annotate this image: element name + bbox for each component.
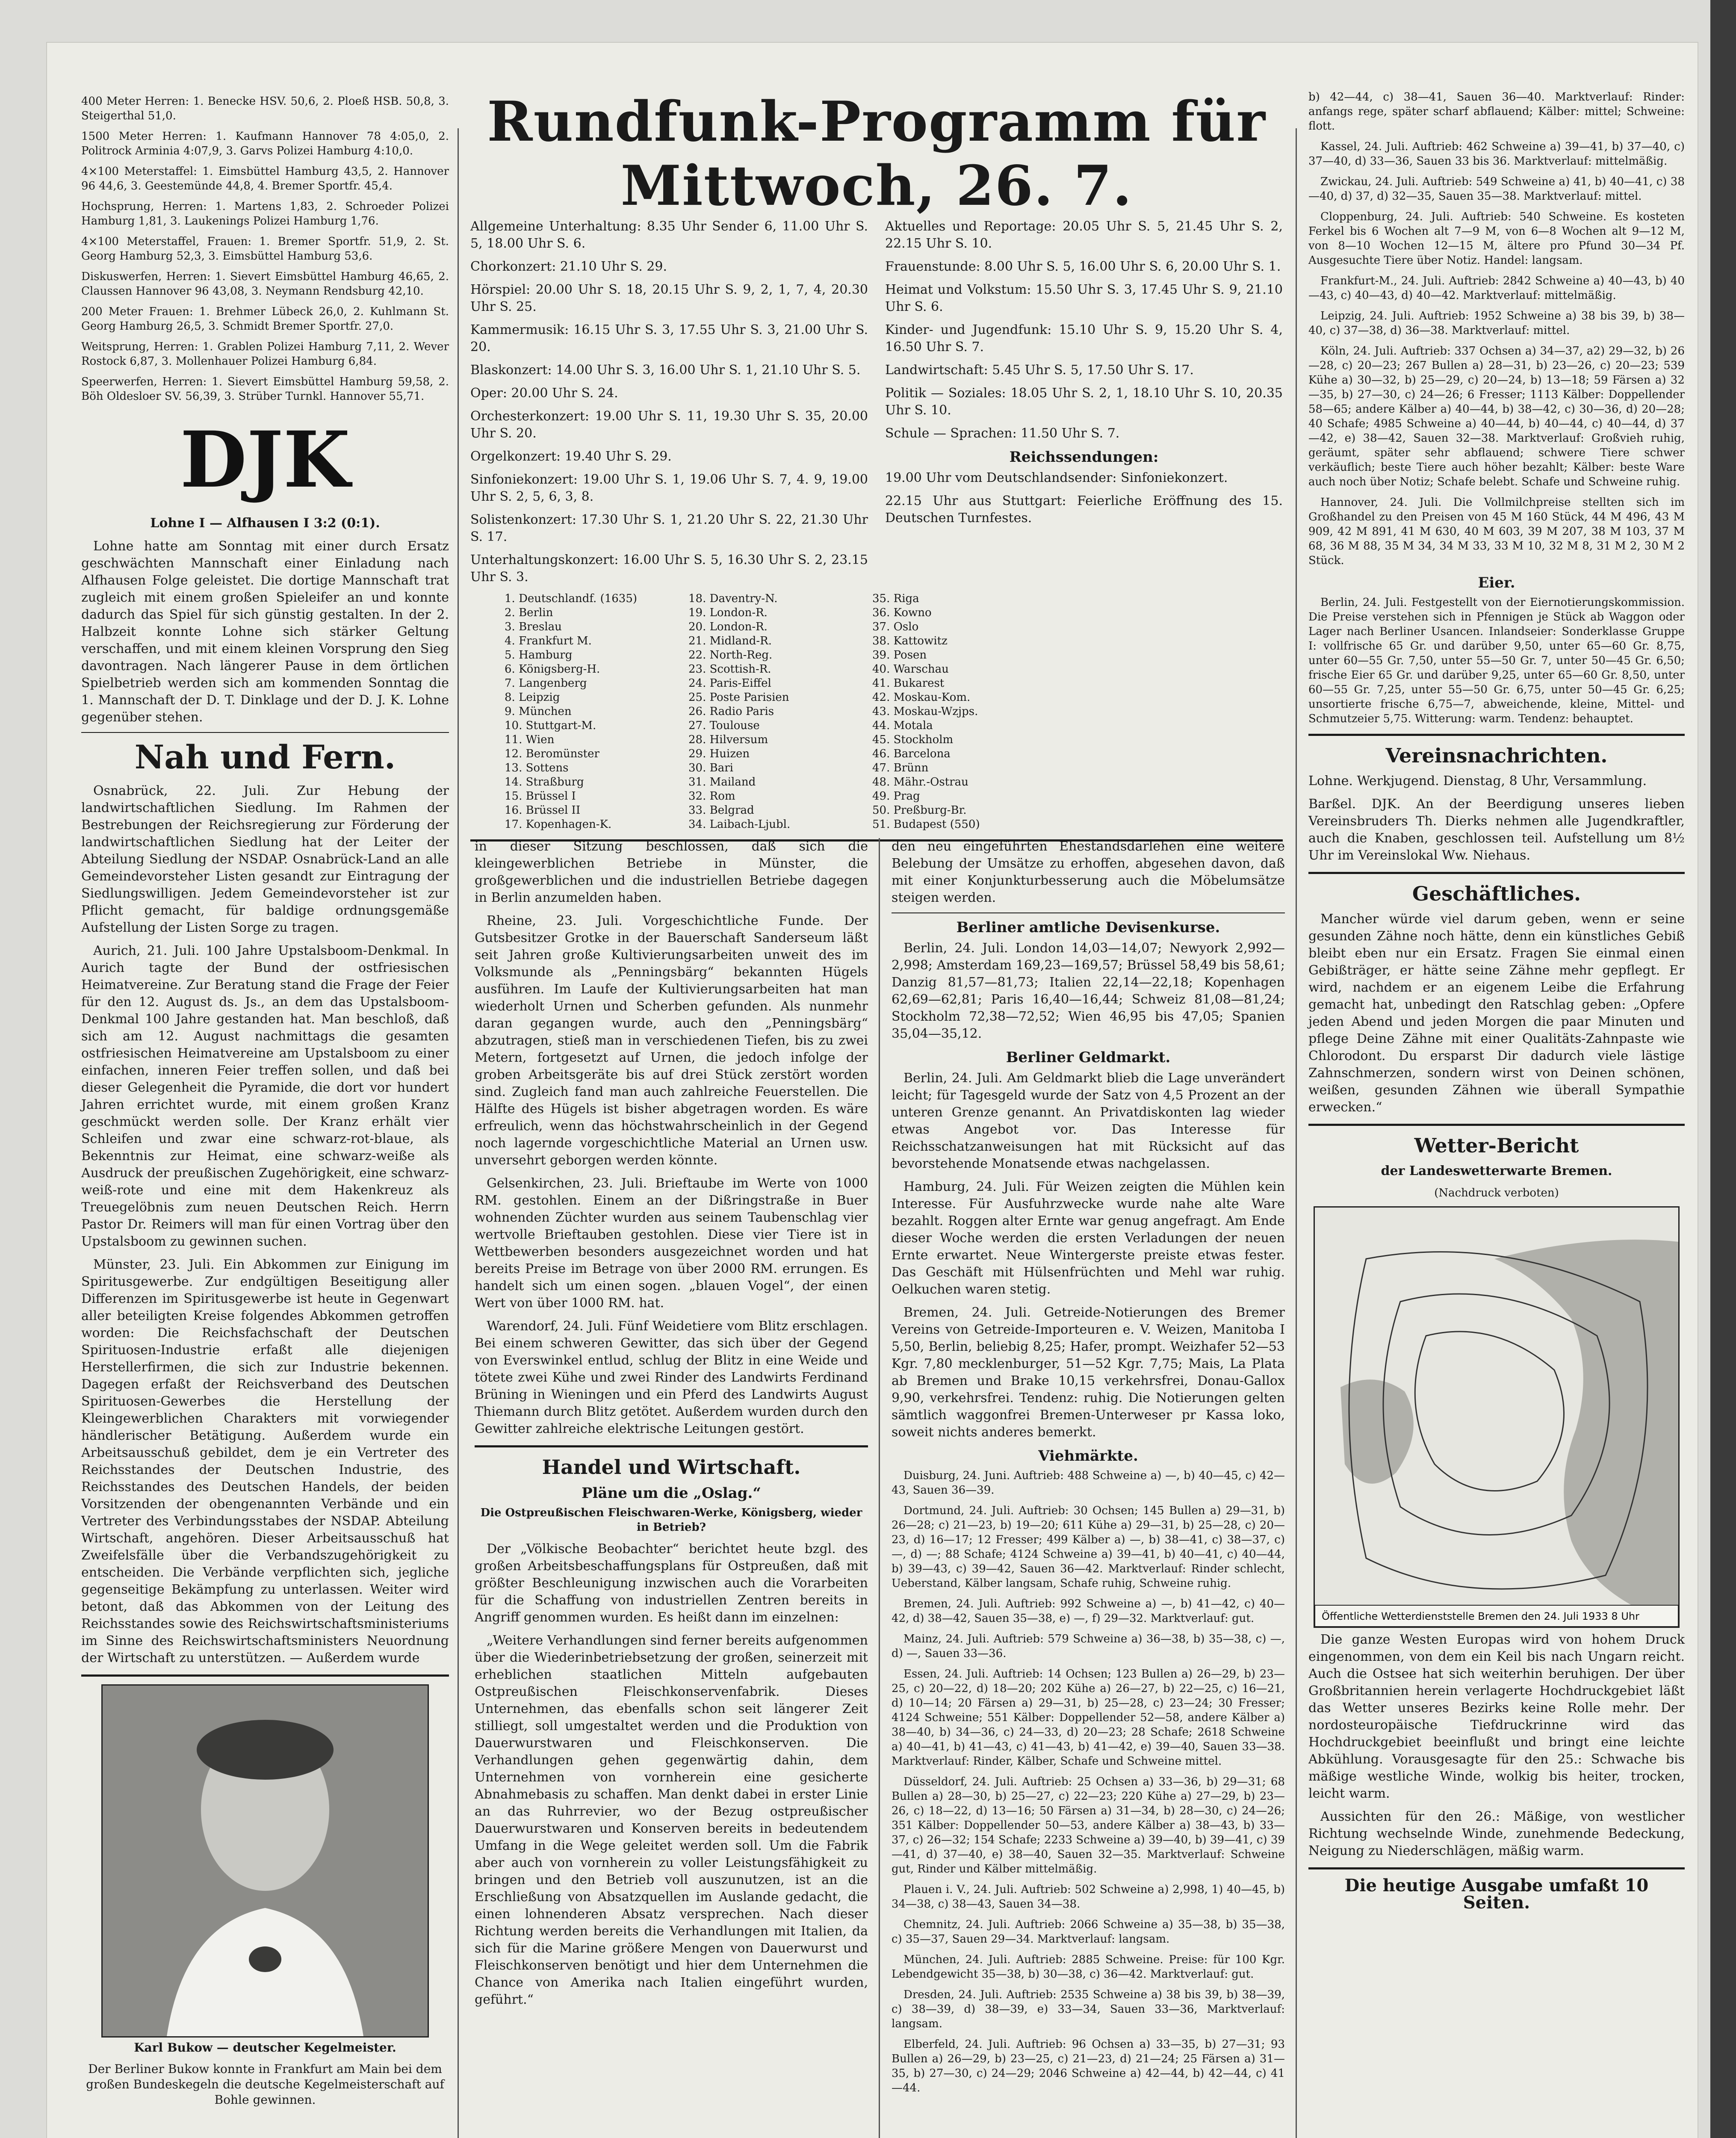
divider	[81, 732, 449, 733]
station-entry: 11. Wien	[505, 733, 555, 746]
program-entry: Orgelkonzert: 19.40 Uhr S. 29.	[470, 449, 672, 464]
market-report: Mainz, 24. Juli. Auftrieb: 579 Schweine a) 36—38, b) 35—38, c) —, d) —, Sauen 33—36.	[892, 1633, 1285, 1660]
devisen-heading: Berliner amtliche Devisenkurse.	[956, 919, 1220, 936]
station-entry: 24. Paris-Eiffel	[688, 677, 771, 690]
station-entry: 36. Kowno	[872, 606, 932, 619]
sport-line: 4×100 Meterstaffel: 1. Eimsbüttel Hamburg 43,5, 2. Hannover 96 44,6, 3. Geestemünde 44,8, 4. Bremer Sportfr. 45,4.	[81, 165, 449, 192]
handel-heading: Handel und Wirtschaft.	[542, 1456, 801, 1479]
divider	[475, 1445, 868, 1447]
station-entry: 42. Moskau-Kom.	[872, 691, 971, 704]
geschaeftliches-text: Mancher würde viel darum geben, wenn er seine gesunden Zähne noch hätte, denn ein künstliches Gebiß bleibt eben nur ein Ersatz. Fragen Sie einmal einen Gebißträger, er hätte seine Zähne mehr gepflegt. Er wird, nachdem er an eigenem Leibe die Erfahrung gemacht hat, unbedingt den Ratschlag geben: „Opfere jeden Abend und jeden Morgen die paar Minuten und pflege Deine Zähne mit einer Qualitäts-Zahnpaste wie Chlorodont. Du ersparst Dir dadurch viele lästige Zahnschmerzen, sondern wirst von Deinen schönen, weißen, gesunden Zähnen wie überall Sympathie erwecken.“	[1308, 912, 1685, 1115]
divider	[1308, 1867, 1685, 1869]
station-entry: 3. Breslau	[505, 620, 562, 633]
market-report: Essen, 24. Juli. Auftrieb: 14 Ochsen; 123 Bullen a) 26—29, b) 23—25, c) 20—22, d) 18—20; 202 Kühe a) 26—27, b) 22—25, c) 16—21, d) 10—14; 20 Färsen a) 29—31, b) 25—28, c) 23—24; 30 Fresser; 4124 Schweine; 551 Kälber: Doppellender 52—58, andere Kälber a) 38—40, b) 34—36, c) 24—33, d) 20—23; 28 Schafe; 2618 Schweine a) 40—41, b) 41—43, c) 41—43, b) 41—42, e) 39—40, Sauen 33—38. Marktverlauf: Rinder, Kälber, Schafe und Schweine mittel.	[892, 1668, 1285, 1768]
station-column	[505, 592, 676, 832]
program-left	[470, 218, 868, 592]
devisen-text: Berlin, 24. Juli. London 14,03—14,07; Newyork 2,992—2,998; Amsterdam 169,23—169,57; Brüssel 58,49 bis 58,61; Danzig 81,57—81,73; Italien 22,14—22,18; Kopenhagen 62,69—62,81; Paris 16,40—16,44; Schweiz 81,08—81,24; Stockholm 72,38—72,52; Wien 46,95 bis 47,05; Spanien 35,04—35,12.	[892, 941, 1285, 1041]
market-report: b) 42—44, c) 38—41, Sauen 36—40. Marktverlauf: Rinder: anfangs rege, später scharf abflauend; Kälber: mittel; Schweine: flott.	[1308, 91, 1685, 133]
sport-line: Weitsprung, Herren: 1. Grablen Polizei Hamburg 7,11, 2. Wever Rostock 6,87, 3. Mollenhauer Polizei Hamburg 6,84.	[81, 340, 449, 368]
eier-heading: Eier.	[1478, 574, 1515, 591]
station-entry: 23. Scottish-R.	[688, 663, 771, 676]
station-entry: 9. München	[505, 705, 572, 718]
news-article: Gelsenkirchen, 23. Juli. Brieftaube im Werte von 1000 RM. gestohlen. Einem an der Dißringstraße in Buer wohnenden Züchter wurden aus seinem Taubenschlag vier wertvolle Brieftauben gestohlen. Diese vier Tiere ist in Wettbewerben besonders ausgezeichnet worden und hat bereits Preise im Betrage von über 2000 RM. errungen. Es handelt sich um einen sogen. „blauen Vogel“, der einen Wert von über 1000 RM. hat.	[475, 1176, 868, 1311]
market-report: Chemnitz, 24. Juli. Auftrieb: 2066 Schweine a) 35—38, b) 35—38, c) 35—37, Sauen 29—34. Marktverlauf: langsam.	[892, 1918, 1285, 1946]
right-dark-edge	[1710, 0, 1736, 2138]
geldmarkt-heading: Berliner Geldmarkt.	[1006, 1049, 1171, 1066]
verein-note: Barßel. DJK. An der Beerdigung unseres lieben Vereinsbruders Th. Dierks nehmen alle Jugendkraftler, auch die Knaben, geschlossen teil. Aufstellung um 8½ Uhr im Vereinslokal Ww. Niehaus.	[1308, 797, 1685, 863]
market-report: Bremen, 24. Juli. Auftrieb: 992 Schweine a) —, b) 41—42, c) 40—42, d) 38—42, Sauen 35—38, e) —, f) 29—32. Marktverlauf: gut.	[892, 1598, 1285, 1625]
program-entry: Hörspiel: 20.00 Uhr S. 18, 20.15 Uhr S. 9, 2, 1, 7, 4, 20.30 Uhr S. 25.	[470, 282, 868, 314]
program-title: Rundfunk-Programm für Mittwoch, 26. 7.	[487, 90, 1266, 218]
wetter-subheading: der Landeswetterwarte Bremen.	[1381, 1163, 1612, 1178]
station-entry: 5. Hamburg	[505, 649, 573, 661]
divider	[1308, 1124, 1685, 1126]
station-entry: 48. Mähr.-Ostrau	[872, 776, 968, 788]
station-entry: 51. Budapest (550)	[872, 818, 980, 831]
news-article: „Weitere Verhandlungen sind ferner bereits aufgenommen über die Wiederinbetriebsetzung der großen, seinerzeit mit erheblichen staatlichen Mitteln aufgebauten Ostpreußischen Fleischkonservenfabrik. Dieses Unternehmen, das ebenfalls schon seit längerer Zeit stilliegt, soll umgestaltet werden und die Produktion von Dauerwurstwaren und Fleischkonserven. Die Verhandlungen gehen gegenwärtig dahin, dem Unternehmen von vornherein eine gesicherte Abnahmebasis zu schaffen. Man denkt dabei in erster Linie an das Ruhrrevier, wo der Bezug ostpreußischer Dauerwurstwaren und Konserven bereits in bedeutendem Umfang in die Wege geleitet werden soll. Um die Fabrik aber auch von vornherein zu voller Leistungsfähigkeit zu bringen und den Betrieb voll auszunutzen, ist an die Erschließung von Absatzquellen im Auslande gedacht, die einen lohnenderen Absatz versprechen. Nach dieser Richtung werden bereits die Verhandlungen mit Italien, da sich für die Marine größere Mengen von Dauerwurst und Fleischkonserven benötigt und hier dem Unternehmen die Chance von Amerika nach Italien eingeführt wurden, geführt.“	[475, 1633, 868, 2007]
station-entry: 33. Belgrad	[688, 804, 754, 817]
market-report: Dresden, 24. Juli. Auftrieb: 2535 Schweine a) 38 bis 39, b) 38—39, c) 38—39, d) 38—39, e) 33—34, Sauen 33—36, Marktverlauf: langsam.	[892, 1988, 1285, 2030]
station-entry: 8. Leipzig	[505, 691, 560, 704]
viehmaerkte-heading: Viehmärkte.	[1038, 1447, 1138, 1465]
station-entry: 2. Berlin	[505, 606, 553, 619]
cattle-markets	[892, 1468, 1285, 2095]
program-entry: Frauenstunde: 8.00 Uhr S. 5, 16.00 Uhr S. 6, 20.00 Uhr S. 1.	[885, 259, 1281, 274]
sport-line: 1500 Meter Herren: 1. Kaufmann Hannover 78 4:05,0, 2. Politrock Arminia 4:07,9, 3. Garvs Polizei Hamburg 4:10,0.	[81, 130, 449, 157]
divider	[1308, 872, 1685, 874]
station-entry: 28. Hilversum	[688, 733, 768, 746]
program-entry: Schule — Sprachen: 11.50 Uhr S. 7.	[885, 426, 1120, 441]
program-entry: 19.00 Uhr vom Deutschlandsender: Sinfoniekonzert.	[885, 470, 1228, 485]
radio-program	[470, 90, 1283, 849]
newspaper-page	[47, 43, 1698, 2138]
column-rule	[1296, 128, 1297, 2138]
column-sport-news	[81, 94, 449, 2114]
station-entry: 4. Frankfurt M.	[505, 635, 592, 647]
station-entry: 30. Bari	[688, 762, 733, 774]
station-entry: 31. Mailand	[688, 776, 756, 788]
column-rule	[458, 128, 459, 2138]
news-article: Warendorf, 24. Juli. Fünf Weidetiere vom Blitz erschlagen. Bei einem schweren Gewitter, das sich über der Gegend von Everswinkel entlud, schlug der Blitz in eine Weide und tötete zwei Kühe und zwei Rinder des Landwirts Ferdinand Brüning in Wieningen und ein Pferd des Landwirts August Thiemann durch Blitz getötet. Außerdem wurden durch den Gewitter zahlreiche elektrische Leitungen gestört.	[475, 1319, 868, 1436]
station-entry: 32. Rom	[688, 790, 735, 803]
column-right	[1308, 90, 1685, 1917]
program-entry: Oper: 20.00 Uhr S. 24.	[470, 386, 618, 401]
station-entry: 35. Riga	[872, 592, 919, 605]
station-entry: 34. Laibach-Ljubl.	[688, 818, 791, 831]
sport-line: 200 Meter Frauen: 1. Brehmer Lübeck 26,0, 2. Kuhlmann St. Georg Hamburg 26,5, 3. Schmidt Bremer Sportfr. 27,0.	[81, 305, 449, 333]
wetter-text: Die ganze Westen Europas wird von hohem Druck eingenommen, von dem ein Keil bis nach Ungarn reicht. Auch die Ostsee hat sich weiterhin beruhigen. Der über Großbritannien herein verlagerte Hochdruckgebiet läßt das Wetter unseres Bezirks keine Rolle mehr. Der nordosteuropäische Tiefdruckrinne wird das Hochdruckgebiet beeinflußt und bringt eine leichte Abkühlung. Vorausgesagte für den 25.: Schwache bis mäßige westliche Winde, wolkig bis heiter, trocken, leicht warm.	[1308, 1632, 1685, 1801]
station-entry: 29. Huizen	[688, 747, 750, 760]
column-news-trade	[475, 838, 868, 2014]
market-report: Kassel, 24. Juli. Auftrieb: 462 Schweine a) 39—41, b) 37—40, c) 37—40, d) 33—36, Sauen 33 bis 36. Marktverlauf: mittelmäßig.	[1308, 140, 1685, 168]
program-entry: Unterhaltungskonzert: 16.00 Uhr S. 5, 16.30 Uhr S. 2, 23.15 Uhr S. 3.	[470, 552, 868, 585]
cattle-markets-continued	[1308, 90, 1685, 568]
market-report: Dortmund, 24. Juli. Auftrieb: 30 Ochsen; 145 Bullen a) 29—31, b) 26—28; c) 21—23, b) 19—20; 611 Kühe a) 29—31, b) 25—28, c) 20—23, d) 16—17; 12 Fresser; 499 Kälber a) —, b) 38—41, c) 38—37, c) —, d) —; 88 Schafe; 4124 Schweine a) 39—41, b) 40—41, c) 40—44, b) 39—43, c) 39—42, Sauen 36—42. Marktverlauf: Rinder schlecht, Ueberstand, Kälber langsam, Schafe ruhig, Schweine ruhig.	[892, 1504, 1285, 1590]
svg-text:Öffentliche Wetterdienststelle: Öffentliche Wetterdienststelle Bremen den 24. Juli 1933 8 Uhr	[1322, 1610, 1639, 1622]
sport-line: Speerwerfen, Herren: 1. Sievert Eimsbüttel Hamburg 59,58, 2. Böh Oldesloer SV. 56,39, 3. Strüber Turnkl. Hannover 55,71.	[81, 375, 449, 403]
divider	[1308, 734, 1685, 736]
program-entry: Sinfoniekonzert: 19.00 Uhr S. 1, 19.06 Uhr S. 7, 4. 9, 19.00 Uhr S. 2, 5, 6, 3, 8.	[470, 472, 868, 504]
market-report: Plauen i. V., 24. Juli. Auftrieb: 502 Schweine a) 2,998, 1) 40—45, b) 34—38, c) 38—43, Sauen 34—38.	[892, 1883, 1285, 1911]
market-report: Frankfurt-M., 24. Juli. Auftrieb: 2842 Schweine a) 40—43, b) 40—43, c) 40—43, d) 40—42. Marktverlauf: mittelmäßig.	[1308, 275, 1685, 302]
oslag-subheading: Die Ostpreußischen Fleischwaren-Werke, Königsberg, wieder in Betrieb?	[480, 1506, 862, 1534]
station-entry: 21. Midland-R.	[688, 635, 772, 647]
station-column	[688, 592, 859, 832]
news-article: in dieser Sitzung beschlossen, daß sich die kleingewerblichen Betriebe in Münster, die großgewerblichen und die industriellen Betriebe dagegen in Berlin anzumelden haben.	[475, 839, 868, 905]
market-report: Duisburg, 24. Juni. Auftrieb: 488 Schweine a) —, b) 40—45, c) 42—43, Sauen 36—39.	[892, 1469, 1285, 1497]
market-report: Hamburg, 24. Juli. Für Weizen zeigten die Mühlen kein Interesse. Für Ausfuhrzwecke wurde nahe alte Ware bezahlt. Roggen alter Ernte war genug angefragt. Am Ende dieser Woche werden die ersten Verladungen der neuen Ernte erwartet. Neue Wintergerste preiste etwas fester. Das Geschäft mit Hülsenfrüchten und Mehl war ruhig. Oelkuchen waren stetig.	[892, 1179, 1285, 1297]
station-entry: 20. London-R.	[688, 620, 768, 633]
station-entry: 17. Kopenhagen-K.	[505, 818, 612, 831]
station-entry: 40. Warschau	[872, 663, 949, 676]
wetter-note: (Nachdruck verboten)	[1434, 1187, 1559, 1199]
program-entry: Kinder- und Jugendfunk: 15.10 Uhr S. 9, 15.20 Uhr S. 4, 16.50 Uhr S. 7.	[885, 322, 1283, 354]
station-entry: 41. Bukarest	[872, 677, 945, 690]
station-entry: 6. Königsberg-H.	[505, 663, 600, 676]
sport-line: 400 Meter Herren: 1. Benecke HSV. 50,6, 2. Ploeß HSB. 50,8, 3. Steigerthal 51,0.	[81, 95, 449, 122]
station-entry: 26. Radio Paris	[688, 705, 774, 718]
station-entry: 38. Kattowitz	[872, 635, 948, 647]
market-report: Zwickau, 24. Juli. Auftrieb: 549 Schweine a) 41, b) 40—41, c) 38—40, d) 37, d) 32—35, Sauen 35—38. Marktverlauf: mittel.	[1308, 175, 1685, 203]
divider	[892, 912, 1285, 913]
news-article: Aurich, 21. Juli. 100 Jahre Upstalsboom-Denkmal. In Aurich tagte der Bund der ostfriesischen Heimatvereine. Zur Beratung stand die Frage der Feier für den 12. August ds. Js., an dem das Upstalsboom-Denkmal 100 Jahre gestanden hat. Man beschloß, daß sich am 12. August nachmittags die gesamten ostfriesischen Heimatvereine am Upstalsboom zu einer einfachen, inneren Feier treffen sollen, und daß bei dieser Gelegenheit die Pyramide, die dort vor hundert Jahren errichtet wurde, mit einem großen Kranz geschmückt werden solle. Der Kranz erhält vier Schleifen und zwar eine schwarz-rot-blaue, als Bekenntnis zur Heimat, eine schwarz-weiße als Ausdruck der preußischen Zugehörigkeit, eine schwarz-weiß-rote und eine mit dem Hakenkreuz als Treuegelöbnis zum neuen Deutschen Reich. Herrn Pastor Dr. Reimers will man für einen Vortrag über den Upstalsboom zu gewinnen suchen.	[81, 943, 449, 1249]
verein-heading: Vereinsnachrichten.	[1385, 744, 1608, 767]
program-entry: Landwirtschaft: 5.45 Uhr S. 5, 17.50 Uhr S. 17.	[885, 363, 1194, 378]
program-entry: Aktuelles und Reportage: 20.05 Uhr S. 5, 21.45 Uhr S. 2, 22.15 Uhr S. 10.	[885, 219, 1283, 251]
station-entry: 25. Poste Parisien	[688, 691, 789, 704]
station-entry: 22. North-Reg.	[688, 649, 773, 661]
program-entry: Blaskonzert: 14.00 Uhr S. 3, 16.00 Uhr S. 1, 21.10 Uhr S. 5.	[470, 363, 861, 378]
reichssendungen-heading: Reichssendungen:	[1009, 449, 1159, 466]
program-entry: Allgemeine Unterhaltung: 8.35 Uhr Sender 6, 11.00 Uhr S. 5, 18.00 Uhr S. 6.	[470, 219, 868, 251]
program-entry: Orchesterkonzert: 19.00 Uhr S. 11, 19.30 Uhr S. 35, 20.00 Uhr S. 20.	[470, 409, 868, 441]
sport-line: 4×100 Meterstaffel, Frauen: 1. Bremer Sportfr. 51,9, 2. St. Georg Hamburg 52,3, 3. Eimsbüttel Hamburg 53,6.	[81, 235, 449, 263]
station-entry: 39. Posen	[872, 649, 927, 661]
station-entry: 7. Langenberg	[505, 677, 587, 690]
market-report: Elberfeld, 24. Juli. Auftrieb: 96 Ochsen a) 33—35, b) 27—31; 93 Bullen a) 26—29, b) 23—25, c) 21—23, d) 21—24; 25 Färsen a) 31—35, b) 27—30, c) 24—29; 2046 Schweine a) 42—44, b) 42—44, c) 41—44.	[892, 2038, 1285, 2094]
news-article: Osnabrück, 22. Juli. Zur Hebung der landwirtschaftlichen Siedlung. Im Rahmen der Bestrebungen der Reichsregierung zur Förderung der landwirtschaftlichen Siedlung hat der Leiter der Abteilung Siedlung der NSDAP. Osnabrück-Land an alle Gemeindevorsteher Listen gesandt zur Eintragung der Siedlungswilligen. Jedem Gemeindevorsteher ist zur Pflicht gemacht, für baldige ordnungsgemäße Aufstellung der Listen Sorge zu tragen.	[81, 783, 449, 935]
news-article: den neu eingeführten Ehestandsdarlehen eine weitere Belebung der Umsätze zu erhoffen, abgesehen davon, daß mit einer Konjunkturbesserung auch die Möbelumsätze steigen werden.	[892, 839, 1285, 905]
market-report: Köln, 24. Juli. Auftrieb: 337 Ochsen a) 34—37, a2) 29—32, b) 26—28, c) 20—23; 267 Bullen a) 28—31, b) 23—26, c) 20—23; 539 Kühe a) 30—32, b) 25—29, c) 20—24, b) 13—18; 59 Färsen a) 32—35, b) 27—30, c) 24—26; 6 Fresser; 1113 Kälber: Doppellender 58—65; andere Kälber a) 40—44, b) 38—42, c) 30—36, d) 20—28; 40 Schafe; 4985 Schweine a) 40—44, b) 40—44, c) 40—44, d) 37—42, e) 38—42, Sauen 32—38. Marktverlauf: Großvieh ruhig, geräumt, später sehr abflauend; schwere Tiere schwer verkäuflich; beste Tiere auch höher bezahlt; Kälber: beste Ware auch noch über Notiz; Schafe belebt. Schafe und Schweine ruhig.	[1308, 345, 1685, 488]
sport-line: Hochsprung, Herren: 1. Martens 1,83, 2. Schroeder Polizei Hamburg 1,81, 3. Laukenings Polizei Hamburg 1,76.	[81, 200, 449, 227]
program-entry: Solistenkonzert: 17.30 Uhr S. 1, 21.20 Uhr S. 22, 21.30 Uhr S. 17.	[470, 512, 868, 544]
weather-map	[1314, 1206, 1680, 1628]
djk-article: Lohne hatte am Sonntag mit einer durch Ersatz geschwächten Mannschaft einer Einladung nach Alfhausen Folge geleistet. Die dortige Mannschaft trat zugleich mit einem großen Spieleifer an und konnte dadurch das Spiel für sich günstig gestalten. In der 2. Halbzeit konnte Lohne sich stärker Geltung verschaffen, und mit einem kleinen Vorsprung den Sieg davontragen. Nach längerer Pause in dem örtlichen Spielbetrieb werden sich am kommenden Sonntag die 1. Mannschaft der D. T. Dinklage und der D. J. K. Lohne gegenüber stehen.	[81, 539, 449, 725]
sport-results	[81, 94, 449, 404]
station-column	[872, 592, 1043, 832]
photo-caption-text: Der Berliner Bukow konnte in Frankfurt am Main bei dem großen Bundeskegeln die deutsche Kegelmeisterschaft auf Bohle gewinnen.	[86, 2062, 444, 2107]
market-report: Düsseldorf, 24. Juli. Auftrieb: 25 Ochsen a) 33—36, b) 29—31; 68 Bullen a) 28—30, b) 25—27, c) 22—23; 220 Kühe a) 27—29, b) 23—26, c) 18—22, d) 13—16; 50 Färsen a) 31—34, b) 28—30, c) 24—26; 351 Kälber: Doppellender 50—53, andere Kälber a) 38—43, b) 33—37, c) 26—32; 154 Schafe; 2233 Schweine a) 39—40, b) 39—41, c) 39—41, d) 37—40, e) 38—40, Sauen 32—35. Marktverlauf: Schweine gut, Rinder und Kälber mittelmäßig.	[892, 1775, 1285, 1875]
station-entry: 1. Deutschlandf. (1635)	[505, 592, 638, 605]
station-entry: 19. London-R.	[688, 606, 768, 619]
station-entry: 43. Moskau-Wzjps.	[872, 705, 978, 718]
station-entry: 37. Oslo	[872, 620, 919, 633]
station-entry: 18. Daventry-N.	[688, 592, 778, 605]
market-report: München, 24. Juli. Auftrieb: 2885 Schweine. Preise: für 100 Kgr. Lebendgewicht 35—38, b) 30—38, c) 36—42. Marktverlauf: gut.	[892, 1953, 1285, 1981]
station-entry: 12. Beromünster	[505, 747, 599, 760]
geschaeftliches-heading: Geschäftliches.	[1412, 882, 1581, 905]
eier-report: Berlin, 24. Juli. Festgestellt von der Eiernotierungskommission. Die Preise verstehen sich in Pfennigen je Stück ab Waggon oder Lager nach Berliner Usancen. Inlandseier: Sonderklasse Gruppe I: vollfrische 65 Gr. und darüber 9,50, unter 65—60 Gr. 8,75, unter 60—55 Gr. 7,50, unter 55—50 Gr. 7, unter 50—45 Gr. 6,50; frische Eier 65 Gr. und darüber 9,25, unter 65—60 Gr. 8,50, unter 60—55 Gr. 7,25, unter 55—50 Gr. 6,75, unter 50—45 Gr. 6,25; unsortierte frische 6,75—7, abweichende, kleine, Mittel- und Schmutzeier 5,75. Witterung: warm. Tendenz: behauptet.	[1308, 596, 1685, 725]
market-report: Bremen, 24. Juli. Getreide-Notierungen des Bremer Vereins von Getreide-Importeuren e. V. Weizen, Manitoba I 5,50, Berlin, beliebig 8,25; Hafer, prompt. Weizhafer 52—53 Kgr. 7,80 mecklenburger, 51—52 Kgr. 7,75; Mais, La Plata ab Bremen und Brake 10,15 verkehrsfrei, Donau-Gallox 9,90, verkehrsfrei. Tendenz: ruhig. Die Notierungen gelten sämtlich waggonfrei Bremen-Unterweser pr Kassa loko, soweit nichts anderes bemerkt.	[892, 1305, 1285, 1440]
news-article: Der „Völkische Beobachter“ berichtet heute bzgl. des großen Arbeitsbeschaffungsplans für Ostpreußen, daß mit größter Beschleunigung inzwischen auch die Vorarbeiten für die Schaffung von industriellen Zentren bereits in Angriff genommen wurden. Es heißt dann im einzelnen:	[475, 1541, 868, 1625]
oslag-heading: Pläne um die „Oslag.“	[582, 1485, 761, 1502]
station-entry: 13. Sottens	[505, 762, 569, 774]
djk-logo	[175, 410, 355, 508]
column-rule	[879, 838, 880, 2138]
station-list	[505, 592, 1283, 832]
nah-fern-heading: Nah und Fern.	[134, 738, 396, 776]
photo-caption-title: Karl Bukow — deutscher Kegelmeister.	[134, 2041, 396, 2055]
program-entry: 22.15 Uhr aus Stuttgart: Feierliche Eröffnung des 15. Deutschen Turnfestes.	[885, 493, 1283, 526]
djk-result: Lohne I — Alfhausen I 3:2 (0:1).	[150, 516, 380, 531]
station-entry: 15. Brüssel I	[505, 790, 576, 803]
market-report: Cloppenburg, 24. Juli. Auftrieb: 540 Schweine. Es kosteten Ferkel bis 6 Wochen alt 7—9 M, von 6—8 Wochen alt 9—12 M, von 8—10 Wochen 12—15 M, ältere pro Pfund 30—34 Pf. Ausgesuchte Tiere über Notiz. Handel: langsam.	[1308, 210, 1685, 267]
program-entry: Heimat und Volkstum: 15.50 Uhr S. 3, 17.45 Uhr S. 9, 21.10 Uhr S. 6.	[885, 282, 1283, 314]
wetter-heading: Wetter-Bericht	[1414, 1134, 1579, 1157]
station-entry: 16. Brüssel II	[505, 804, 581, 817]
station-entry: 27. Toulouse	[688, 719, 760, 732]
kegelmeister-photo	[101, 1684, 429, 2038]
edition-note: Die heutige Ausgabe umfaßt 10 Seiten.	[1344, 1875, 1649, 1913]
program-right	[885, 218, 1283, 592]
wetter-text: Aussichten für den 26.: Mäßige, von westlicher Richtung wechselnde Winde, zunehmende Bedeckung, Neigung zu Niederschlägen, mäßig warm.	[1308, 1809, 1685, 1858]
station-entry: 14. Straßburg	[505, 776, 584, 788]
program-entry: Chorkonzert: 21.10 Uhr S. 29.	[470, 259, 667, 274]
station-entry: 45. Stockholm	[872, 733, 954, 746]
divider	[81, 1674, 449, 1677]
geldmarkt-text: Berlin, 24. Juli. Am Geldmarkt blieb die Lage unverändert leicht; für Tagesgeld wurde der Satz von 4,5 Prozent an der unteren Grenze genannt. An Privatdiskonten lag wieder etwas Angebot vor. Das Interesse für Reichsschatzanweisungen hat mit Rücksicht auf das bevorstehende Monatsende etwas nachgelassen.	[892, 1071, 1285, 1171]
program-entry: Kammermusik: 16.15 Uhr S. 3, 17.55 Uhr S. 3, 21.00 Uhr S. 20.	[470, 322, 868, 354]
station-entry: 47. Brünn	[872, 762, 929, 774]
program-entry: Politik — Soziales: 18.05 Uhr S. 2, 1, 18.10 Uhr S. 10, 20.35 Uhr S. 10.	[885, 386, 1283, 418]
station-entry: 46. Barcelona	[872, 747, 951, 760]
station-entry: 10. Stuttgart-M.	[505, 719, 596, 732]
station-entry: 50. Preßburg-Br.	[872, 804, 967, 817]
program-listing	[470, 218, 1283, 592]
svg-text:DJK: DJK	[180, 415, 350, 505]
market-report: Hannover, 24. Juli. Die Vollmilchpreise stellten sich im Großhandel zu den Preisen von 45 M 160 Stück, 44 M 496, 43 M 909, 42 M 891, 41 M 630, 40 M 603, 39 M 207, 38 M 103, 37 M 68, 36 M 88, 35 M 34, 34 M 33, 33 M 10, 32 M 8, 31 M 2, 30 M 2 Stück.	[1308, 496, 1685, 567]
column-markets	[892, 838, 1285, 2101]
market-report: Leipzig, 24. Juli. Auftrieb: 1952 Schweine a) 38 bis 39, b) 38—40, c) 37—38, d) 36—38. Marktverlauf: mittel.	[1308, 310, 1685, 337]
station-entry: 44. Motala	[872, 719, 933, 732]
sport-line: Diskuswerfen, Herren: 1. Sievert Eimsbüttel Hamburg 46,65, 2. Claussen Hannover 96 43,08, 3. Neymann Rendsburg 42,10.	[81, 270, 449, 298]
news-article: Rheine, 23. Juli. Vorgeschichtliche Funde. Der Gutsbesitzer Grotke in der Bauerschaft Sanderseum läßt seit Jahren große Kultivierungsarbeiten unweit des im Volksmunde als „Penningsbärg“ bekannten Hügels ausführen. Im Laufe der Kultivierungsarbeiten hat man wiederholt Urnen und Scherben gefunden. Als nunmehr daran gegangen wurde, auch den „Penningsbärg“ abzutragen, stieß man in verschiedenen Tiefen, bis zu zwei Metern, fortgesetzt auf Urnen, die jedoch infolge der groben Arbeitsgeräte bis auf drei Stück zerstört worden sind. Zugleich fand man auch zahlreiche Feuerstellen. Die Hälfte des Hügels ist bisher abgetragen worden. Es wäre erfreulich, wenn das höchstwahrscheinlich in der Gegend noch lagernde vorgeschichtliche Material an Urnen usw. unversehrt geborgen werden könnte.	[475, 913, 868, 1168]
news-article: Münster, 23. Juli. Ein Abkommen zur Einigung im Spiritusgewerbe. Zur endgültigen Beseitigung aller Differenzen im Spiritusgewerbe ist heute in Gegenwart aller beteiligten Kreise folgendes Abkommen getroffen worden: Die Reichsfachschaft der Deutschen Spirituosen-Industrie erfaßt alle diejenigen Herstellerfirmen, die sich zur Industrie bekennen. Dagegen erfaßt der Reichsverband des Deutschen Spirituosen-Gewerbes die Herstellung der Kleingewerblichen Charakters mit vorwiegender händlerischer Betätigung. Außerdem wurde ein Arbeitsausschuß gebildet, dem je ein Vertreter des Reichsstandes der Deutschen Industrie, des Reichsstandes des Deutschen Handels, der beiden Vorsitzenden der obengenannten Verbände und ein Vertreter des Verbindungsstabes der NSDAP. Abteilung Wirtschaft, angehören. Dieser Arbeitsausschuß hat Zweifelsfälle über die Verbandszugehörigkeit zu entscheiden. Die Verbände verpflichten sich, jegliche gegenseitige Bekämpfung zu unterlassen. Weiter wird betont, daß das Abkommen von der Leitung des Reichsstandes sowie des Reichswirtschaftsministeriums im Sinne des Reichswirtschaftsministers Neuordnung der Wirtschaft zu unterstützen. — Außerdem wurde	[81, 1257, 449, 1666]
verein-note: Lohne. Werkjugend. Dienstag, 8 Uhr, Versammlung.	[1308, 774, 1647, 788]
station-entry: 49. Prag	[872, 790, 920, 803]
